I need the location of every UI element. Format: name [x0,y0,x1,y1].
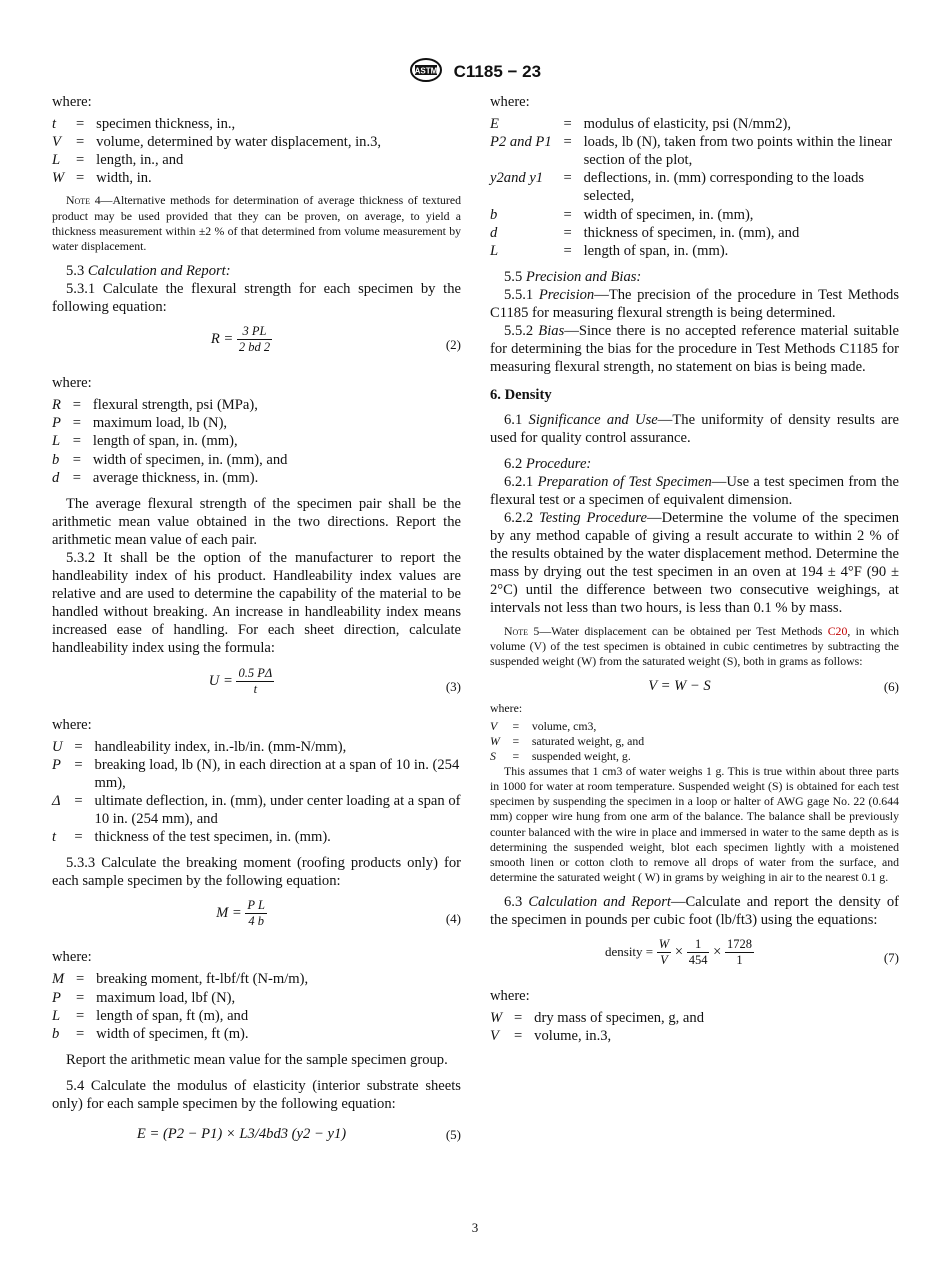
left-column [52,93,461,1153]
definition-row: t = specimen thickness, in., [52,116,236,133]
definition-row: y2and y1 = deflections, in. (mm) corresponding to the loads selected, [490,170,865,205]
paragraph-6-3: 6.3 Calculation and Report—Calculate and report the density of the specimen in pounds per cubic foot (lb/ft3) using the equations: [490,893,899,929]
definition-row: P = maximum load, lbf (N), [52,989,236,1006]
definition-row: P2 and P1 = loads, lb (N), taken from two points within the linear section of the plot, [490,134,893,169]
section-5-5-heading: 5.5 Precision and Bias: [504,268,642,285]
equation-7: density = $\frac{W}{V}$ × $\frac{1}{454}$ × $\frac{1728}{1}$ (7) [604,937,899,968]
definition-row: b = width of specimen, ft (m). [52,1025,249,1042]
definition-row: V = volume, cm3, [490,718,597,733]
paragraph-report: Report the arithmetic mean value for the sample specimen group. [66,1051,448,1068]
where-label: where: [52,94,92,110]
definitions-list [52,396,461,486]
definition-row: U = handleability index, in.-lb/in. (mm-N/mm), [52,738,347,755]
definitions-list [52,738,461,847]
paragraph-6-2-2: 6.2.2 Testing Procedure—Determine the volume of the specimen by any method capable of giving a result accurate to within 2 % of the results obtained by the water displacement method. Determine the mass by drying out the test specimen in an oven at 194 ± 4°F (90 ± 2°C) until the difference between two consecutive weighings, at intervals not less than two hours, is less than 0.1 % by mass. [490,509,900,617]
definitions-list [490,719,899,764]
paragraph-5-4: 5.4 Calculate the modulus of elasticity (interior substrate sheets only) for each sample specimen by the following equation: [52,1077,461,1113]
definition-row: L = length of span, in. (mm), [52,433,238,450]
definition-row: W = dry mass of specimen, g, and [490,1010,704,1027]
equation-4: M = $\frac{\text{P L}}{4 b}$ (4) [216,898,461,929]
paragraph-5-5-1: 5.5.1 Precision—The precision of the procedure in Test Methods C1185 for measuring flexural strength is being determined. [490,286,899,322]
where-label: where: [490,700,523,715]
definitions-list [490,115,899,260]
equation-3: U = $\frac{0.5 P\Delta}{t}$ (3) [208,665,461,696]
definitions-list [52,970,461,1042]
where-label: where: [52,716,92,733]
paragraph-assumption: This assumes that 1 cm3 of water weighs 1 g. This is true within about three parts in 1000 for water at room temperature. Suspended weight (S) is obtained for each test specimen by suspending the specimen in a loop or halter of AWG gage No. 22 (0.644 mm) copper wire hung from one arm of the balance. The balance shall be previously counter balanced with the wire in place and immersed in water to the same depth as is determining the suspended weight, blot each specimen lightly with a moistened smooth linen or cotton cloth to remove all drops of water from the surface, and determine the saturated weight ( W) in grams by weighing in air to the nearest 0.1 g. [490,764,899,884]
note-4: Note 4—Alternative methods for determination of average thickness of textured product may be used provided that they can be proven, on average, to yield a thickness measurement within ±2 % of that determined from volume measurement by water displacement. [52,193,461,253]
where-label: where: [490,94,530,110]
definition-row: V = volume, in.3, [490,1028,612,1045]
astm-logo-icon [409,57,443,88]
definition-row: b = width of specimen, in. (mm), [490,206,754,223]
definition-row: W = width, in. [52,170,152,187]
section-6-heading: 6. Density [490,387,552,404]
definition-row: L = length of span, in. (mm). [490,242,729,259]
definition-row: L = length of span, ft (m), and [52,1007,249,1024]
section-6-2-heading: 6.2 Procedure: [504,455,592,472]
definition-row: d = thickness of specimen, in. (mm), and [490,224,800,241]
page-number: 3 [471,1220,479,1235]
equation-5: E = (P2 − P1) × L3/4bd3 (y2 − y1) (5) [136,1126,461,1143]
note-5: Note 5—Water displacement can be obtained per Test Methods C20, in which volume (V) of the test specimen is obtained in cubic centimetres by subtracting the suspended weight (W) from the saturated weight (S), both in grams as follows: [490,623,899,668]
definition-row: V = volume, determined by water displacement, in.3, [52,134,382,151]
definition-row: E = modulus of elasticity, psi (N/mm2), [490,116,792,133]
definition-row: b = width of specimen, in. (mm), and [52,451,288,468]
document-designation: C1185 − 23 [453,61,542,81]
paragraph-5-3-3: 5.3.3 Calculate the breaking moment (roofing products only) for each sample specimen by the following equation: [52,855,461,890]
paragraph-6-2-1: 6.2.1 Preparation of Test Specimen—Use a test specimen from the flexural test or a specimen of equivalent dimension. [490,473,899,508]
definition-row: R = flexural strength, psi (MPa), [52,397,258,414]
section-5-3-heading: 5.3 Calculation and Report: [66,262,231,279]
where-label: where: [490,988,530,1005]
paragraph-5-3-2: 5.3.2 It shall be the option of the manufacturer to report the handleability index of his product. Handleability index values are relative and are used to determine the capability of the material to be handled without breaking. An increase in handleability index means increased ease of handling. For each sheet direction, calculate handleability index using the formula: [52,549,461,657]
right-column [490,93,899,1045]
c20-link[interactable]: C20 [827,623,848,638]
page-header [0,57,950,88]
definitions-list [490,1009,899,1045]
definition-row: P = breaking load, lb (N), in each direction at a span of 10 in. (254 mm), [52,756,460,791]
equation-6: V = W − S (6) [648,677,899,694]
definition-row: P = maximum load, lb (N), [52,415,228,432]
definition-row: W = saturated weight, g, and [490,734,645,748]
definition-row: t = thickness of the test specimen, in. (mm). [52,829,331,846]
definition-row: M = breaking moment, ft-lbf/ft (N-m/m), [52,971,309,988]
where-label: where: [52,375,92,392]
definition-row: d = average thickness, in. (mm). [52,469,259,486]
definitions-list [52,115,461,187]
equation-2: R = $\frac{3 PL}{2 bd 2}$ (2) [210,324,461,355]
svg-text:ASTM: ASTM [414,66,438,76]
paragraph-average: The average flexural strength of the specimen pair shall be the arithmetic mean value obtained in the two directions. Report the arithmetic mean value of each pair. [52,495,461,548]
definition-row: L = length, in., and [52,152,184,169]
paragraph-5-5-2: 5.5.2 Bias—Since there is no accepted reference material suitable for determining the bias for the procedure in Test Methods C1185 for measuring flexural strength, no statement on bias is being made. [490,323,899,376]
definition-row: Δ = ultimate deflection, in. (mm), under center loading at a span of 10 in. (254 mm), and [52,792,461,827]
where-label: where: [52,949,92,966]
definition-row: S = suspended weight, g. [490,749,631,764]
paragraph-6-1: 6.1 Significance and Use—The uniformity of density results are used for quality control assurance. [490,411,899,446]
paragraph-5-3-1: 5.3.1 Calculate the flexural strength for each specimen by the following equation: [52,280,461,316]
